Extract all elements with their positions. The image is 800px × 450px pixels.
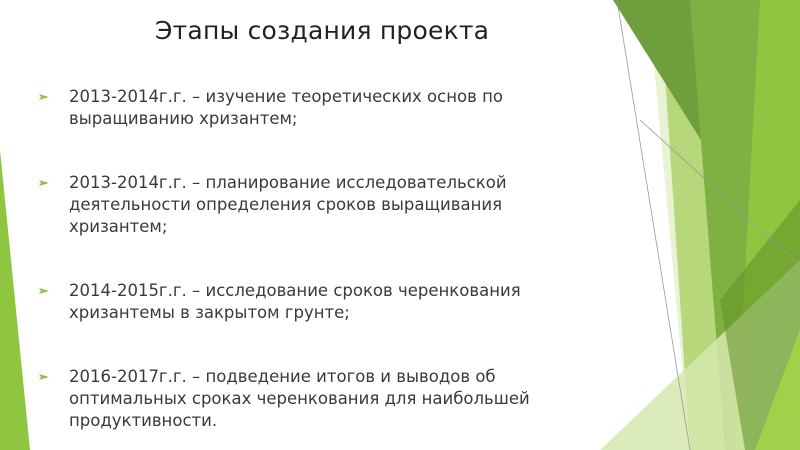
- list-item: [38, 86, 578, 130]
- thin-line-1: [617, 0, 690, 450]
- slide-title: Этапы создания проекта: [155, 16, 490, 45]
- bullet-arrow-icon: [39, 282, 49, 302]
- list-item: [38, 280, 578, 324]
- right-light-wedge: [660, 0, 800, 450]
- bullet-arrow-icon: [39, 174, 49, 194]
- right-mid-wedge: [690, 0, 800, 450]
- thin-line-2: [640, 120, 800, 265]
- bullet-text: 2013-2014г.г. – планирование исследовательской деятельности определения сроков выращивания хризантем;: [69, 173, 507, 236]
- right-dark-triangle: [613, 0, 748, 215]
- bullet-text: 2014-2015г.г. – исследование сроков черенкования хризантемы в закрытом грунте;: [69, 281, 521, 322]
- bullet-text: 2016-2017г.г. – подведение итогов и выводов об оптимальных сроках черенкования для наибольшей продуктивности.: [69, 367, 530, 430]
- bullet-text: 2013-2014г.г. – изучение теоретических основ по выращиванию хризантем;: [69, 87, 503, 128]
- right-pale-band: [648, 0, 800, 450]
- right-olive-triangle: [720, 200, 800, 450]
- list-item: [38, 366, 578, 432]
- bullet-arrow-icon: [39, 88, 49, 108]
- left-green-triangle: [0, 150, 30, 450]
- right-pale-triangle: [600, 260, 800, 450]
- list-item: [38, 172, 578, 238]
- bullet-list: [38, 86, 578, 432]
- bullet-arrow-icon: [39, 368, 49, 388]
- right-bright-bottom: [755, 330, 800, 450]
- right-bright-triangle: [735, 0, 800, 450]
